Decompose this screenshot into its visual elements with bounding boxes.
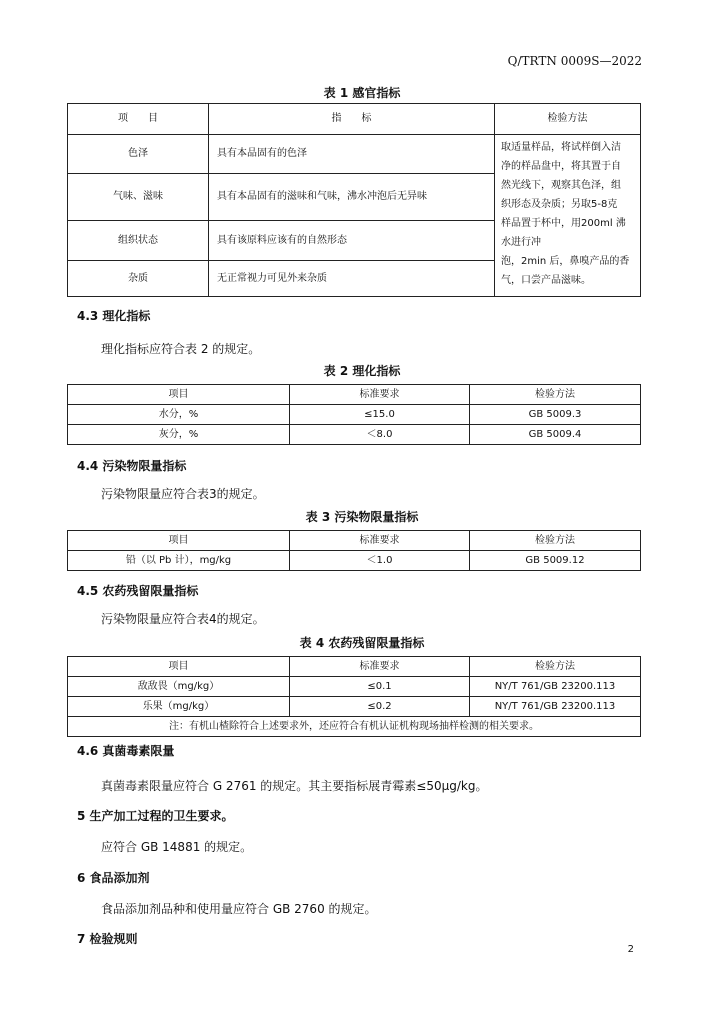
table2-caption: 表 2 理化指标 — [323, 364, 401, 378]
table1-sensory — [67, 103, 641, 297]
section-4-6-heading: 4.6 真菌毒素限量 — [77, 744, 175, 758]
table4-pesticide-residues — [67, 656, 641, 737]
table4-note: 注：有机山楂除符合上述要求外，还应符合有机认证机构现场抽样检测的相关要求。 — [68, 717, 641, 737]
table2-cell: GB 5009.4 — [470, 425, 641, 445]
table1-cell-indicator: 具有该原料应该有的自然形态 — [209, 221, 495, 261]
table3-cell: 铅（以 Pb 计），mg/kg — [68, 551, 290, 571]
section-4-6-text: 真菌毒素限量应符合 G 2761 的规定。其主要指标展青霉素≤50μg/kg。 — [101, 779, 488, 793]
section-4-5-heading: 4.5 农药残留限量指标 — [77, 584, 199, 598]
table4-cell: NY/T 761/GB 23200.113 — [470, 677, 641, 697]
table2-cell: GB 5009.3 — [470, 405, 641, 425]
section-5-text: 应符合 GB 14881 的规定。 — [101, 840, 253, 854]
table4-cell: ≤0.1 — [290, 677, 470, 697]
table3-cell: GB 5009.12 — [470, 551, 641, 571]
table4-cell: NY/T 761/GB 23200.113 — [470, 697, 641, 717]
method-line: 样品置于杯中，用200ml 沸 — [501, 218, 626, 229]
section-4-5-text: 污染物限量应符合表4的规定。 — [101, 612, 265, 626]
table3-header: 项目 — [68, 531, 290, 551]
table2-cell: 水分，% — [68, 405, 290, 425]
method-line: 然光线下，观察其色泽，组 — [501, 180, 621, 191]
table3-caption: 表 3 污染物限量指标 — [305, 510, 419, 524]
section-5-heading: 5 生产加工过程的卫生要求。 — [77, 809, 234, 823]
table4-cell: 乐果（mg/kg） — [68, 697, 290, 717]
method-line: 气，口尝产品滋味。 — [501, 275, 591, 286]
table1-cell-item: 组织状态 — [68, 221, 209, 261]
table3-cell: ＜1.0 — [290, 551, 470, 571]
table3-contaminants — [67, 530, 641, 571]
table1-cell-item: 气味、滋味 — [68, 174, 209, 221]
page-number: 2 — [627, 944, 634, 955]
section-4-4-text: 污染物限量应符合表3的规定。 — [101, 487, 265, 501]
table3-header: 标准要求 — [290, 531, 470, 551]
table1-header-method: 检验方法 — [495, 104, 641, 135]
table1-cell-method — [495, 135, 641, 297]
table1-caption: 表 1 感官指标 — [323, 86, 401, 100]
method-line: 泡，2min 后，鼻嗅产品的香 — [501, 256, 630, 267]
section-4-4-heading: 4.4 污染物限量指标 — [77, 459, 187, 473]
method-line: 织形态及杂质；另取5-8克 — [501, 199, 618, 210]
section-4-3-text: 理化指标应符合表 2 的规定。 — [101, 342, 261, 356]
table2-physicochemical — [67, 384, 641, 445]
section-7-heading: 7 检验规则 — [77, 932, 138, 946]
table4-cell: ≤0.2 — [290, 697, 470, 717]
table4-header: 项目 — [68, 657, 290, 677]
table2-header: 标准要求 — [290, 385, 470, 405]
table3-header: 检验方法 — [470, 531, 641, 551]
table1-cell-indicator: 具有本品固有的滋味和气味，沸水冲泡后无异味 — [209, 174, 495, 221]
table2-header: 检验方法 — [470, 385, 641, 405]
table4-caption: 表 4 农药残留限量指标 — [299, 636, 425, 650]
table2-header: 项目 — [68, 385, 290, 405]
section-6-text: 食品添加剂品种和使用量应符合 GB 2760 的规定。 — [101, 902, 377, 916]
table2-cell: ＜8.0 — [290, 425, 470, 445]
table4-cell: 敌敌畏（mg/kg） — [68, 677, 290, 697]
table1-header-item: 项 目 — [68, 104, 209, 135]
table1-cell-item: 色泽 — [68, 135, 209, 174]
method-line: 水进行冲 — [501, 237, 541, 248]
table1-header-indicator: 指 标 — [209, 104, 495, 135]
table1-cell-indicator: 具有本品固有的色泽 — [209, 135, 495, 174]
table4-header: 检验方法 — [470, 657, 641, 677]
table1-cell-indicator: 无正常视力可见外来杂质 — [209, 261, 495, 297]
table1-cell-item: 杂质 — [68, 261, 209, 297]
table4-header: 标准要求 — [290, 657, 470, 677]
method-line: 取适量样品，将试样倒入洁 — [501, 142, 621, 153]
table2-cell: ≤15.0 — [290, 405, 470, 425]
document-code: Q/TRTN 0009S—2022 — [507, 54, 642, 68]
section-4-3-heading: 4.3 理化指标 — [77, 309, 151, 323]
table2-cell: 灰分，% — [68, 425, 290, 445]
method-line: 净的样品盘中，将其置于自 — [501, 161, 621, 172]
section-6-heading: 6 食品添加剂 — [77, 871, 150, 885]
